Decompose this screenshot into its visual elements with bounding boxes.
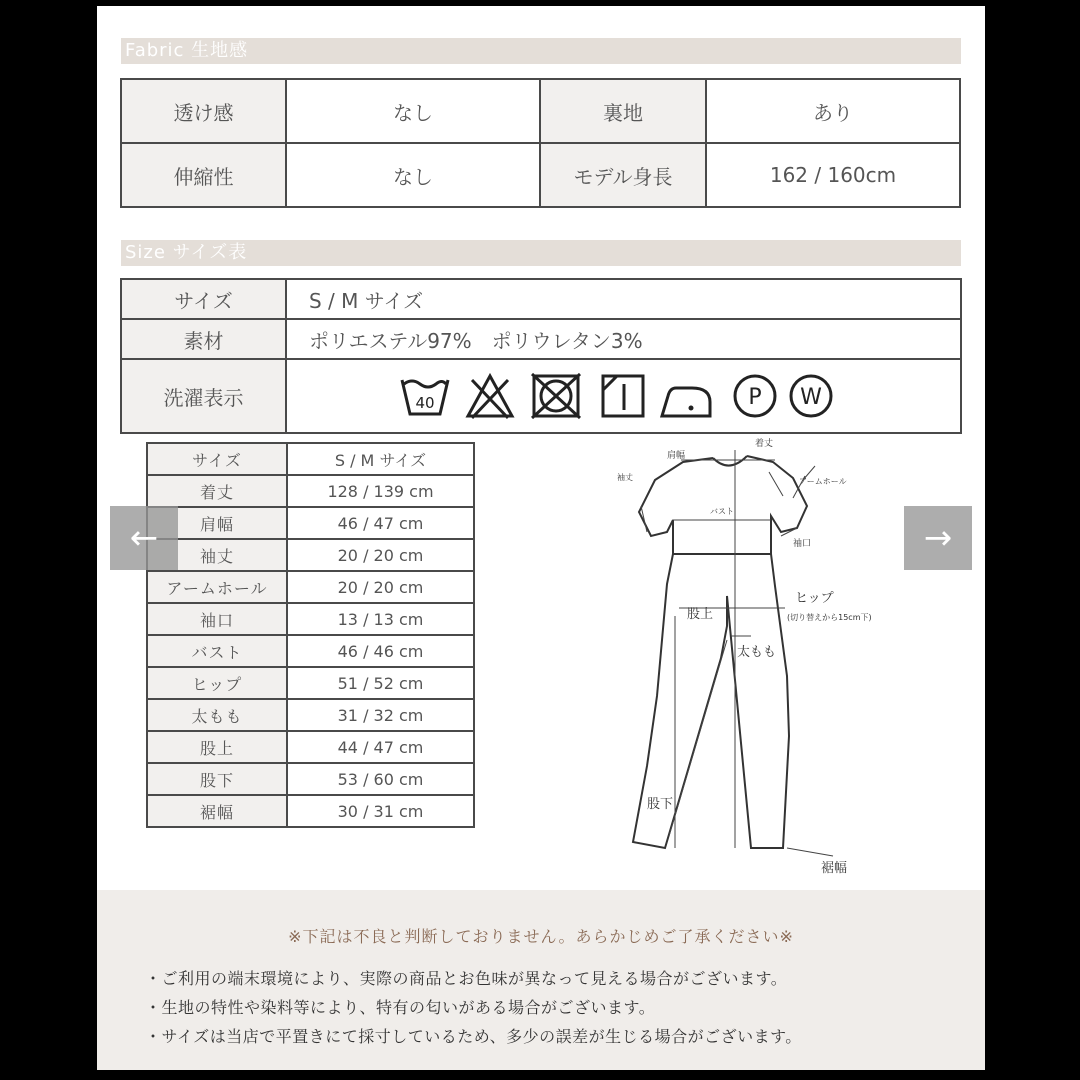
wash-temp-label: 40 [415,394,435,412]
size-label: 袖丈 [147,539,287,571]
table-row [147,539,474,571]
size-value: 31 / 32 cm [287,699,474,731]
notice-title: ※下記は不良と判断しておりません。あらかじめご了承ください※ [288,927,794,946]
size-value: 13 / 13 cm [287,603,474,635]
fabric-value-model-height: 162 / 160cm [705,142,961,208]
size-value: S / M サイズ [287,443,474,475]
size-label: 着丈 [147,475,287,507]
size-label: 股下 [147,763,287,795]
size-value: 51 / 52 cm [287,667,474,699]
iron-low-icon [662,388,710,416]
diagram-label-hip: ヒップ [795,591,834,606]
diagram-label-length: 着丈 [754,439,774,449]
product-detail-page [97,0,985,1080]
size-label: 肩幅 [147,507,287,539]
notice-item: ・ご利用の端末環境により、実際の商品とお色味が異なって見える場合がございます。 [145,969,788,988]
info-value-material: ポリエステル97% ポリウレタン3% [285,318,962,360]
diagram-label-rise: 股上 [687,607,714,622]
size-table [146,442,475,828]
diagram-label-hip-note: (切り替えから15cm下) [787,613,872,622]
size-value: 128 / 139 cm [287,475,474,507]
notice-box [97,890,985,1076]
size-label: 袖口 [147,603,287,635]
dry-clean-p-label: P [748,385,762,410]
size-label: アームホール [147,571,287,603]
size-label: 太もも [147,699,287,731]
table-row [147,795,474,827]
size-value: 46 / 46 cm [287,635,474,667]
fabric-value-lining: あり [705,78,961,144]
diagram-label-shoulder: 肩幅 [667,451,686,461]
fabric-label-transparency: 透け感 [120,78,287,144]
fabric-label-model-height: モデル身長 [539,142,707,208]
line-dry-shade-icon [603,376,643,416]
fabric-value-stretch: なし [285,142,541,208]
info-label-material: 素材 [120,318,287,360]
diagram-label-inseam: 股下 [647,797,674,812]
table-row [147,635,474,667]
info-label-care: 洗濯表示 [120,358,287,434]
garment-measurement-diagram [617,436,877,886]
size-value: 44 / 47 cm [287,731,474,763]
notice-item: ・サイズは当店で平置きにて採寸しているため、多少の誤差が生じる場合がございます。 [145,1027,802,1046]
size-value: 53 / 60 cm [287,763,474,795]
fabric-section-header: Fabric 生地感 [121,38,961,64]
size-value: 30 / 31 cm [287,795,474,827]
no-bleach-icon [468,376,512,418]
size-label: ヒップ [147,667,287,699]
size-label: 股上 [147,731,287,763]
diagram-label-bust: バスト [710,507,734,516]
size-value: 46 / 47 cm [287,507,474,539]
info-value-size: S / M サイズ [285,278,962,320]
no-tumble-dry-icon [532,374,580,418]
care-icons [400,372,840,422]
size-label: バスト [147,635,287,667]
table-row [147,699,474,731]
bottom-bar [0,1070,1080,1080]
fabric-value-transparency: なし [285,78,541,144]
table-row [147,603,474,635]
size-label: サイズ [147,443,287,475]
notice-item: ・生地の特性や染料等により、特有の匂いがある場合がございます。 [145,998,656,1017]
next-image-button[interactable]: → [904,506,972,570]
diagram-label-cuff: 袖口 [793,539,812,549]
diagram-label-armhole: アームホール [799,477,847,486]
table-row [147,571,474,603]
fabric-label-lining: 裏地 [539,78,707,144]
table-row [147,443,474,475]
size-label: 裾幅 [147,795,287,827]
wet-clean-w-label: W [800,385,822,410]
table-row [147,667,474,699]
info-label-size: サイズ [120,278,287,320]
prev-image-button[interactable]: ← [110,506,178,570]
table-row [147,763,474,795]
size-section-header: Size サイズ表 [121,240,961,266]
diagram-label-hem: 裾幅 [821,861,848,876]
table-row [147,507,474,539]
fabric-label-stretch: 伸縮性 [120,142,287,208]
table-row [147,731,474,763]
diagram-label-thigh: 太もも [737,645,777,660]
size-value: 20 / 20 cm [287,539,474,571]
size-value: 20 / 20 cm [287,571,474,603]
diagram-label-sleeve: 袖丈 [617,473,633,482]
table-row [147,475,474,507]
